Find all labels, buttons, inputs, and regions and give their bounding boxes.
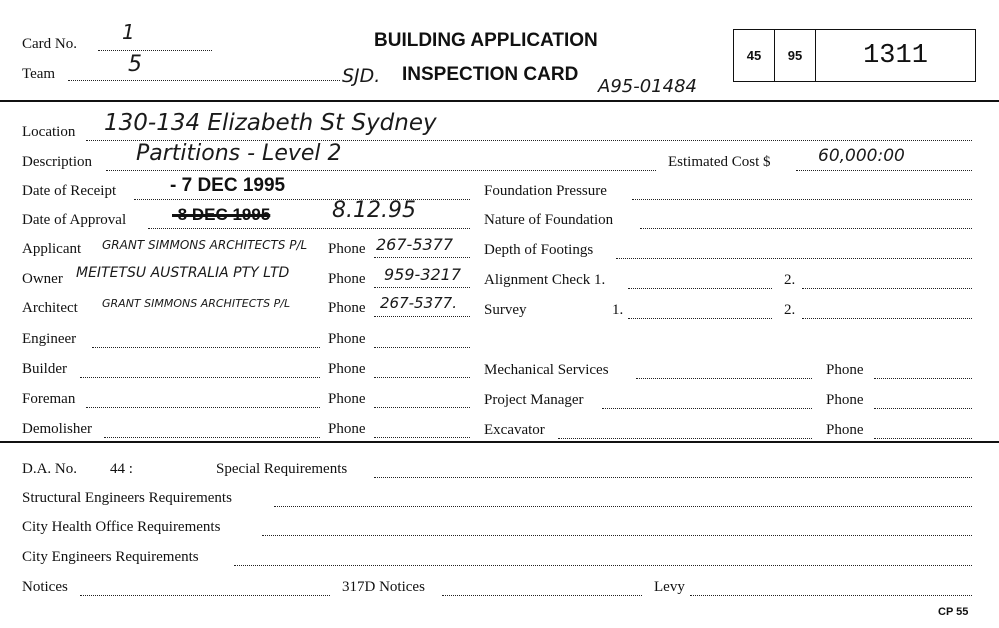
form-code: CP 55 [938,606,969,618]
foreman-label: Foreman [22,391,76,407]
foundation-pressure-label: Foundation Pressure [484,183,607,199]
mechanical-label: Mechanical Services [484,362,609,378]
estimated-cost-value[interactable]: 60,000:00 [818,146,905,166]
notices-317d-line [442,595,642,596]
description-label: Description [22,154,92,170]
depth-footings-label: Depth of Footings [484,242,594,258]
alignment-check-2-line [802,288,972,289]
builder-line [80,377,320,378]
excavator-line [558,438,812,439]
demolisher-phone-label: Phone [328,421,366,437]
card-number-box [733,29,976,82]
box-cell-2: 95 [775,30,816,81]
box-cell-1: 45 [734,30,775,81]
special-requirements-line [374,477,972,478]
applicant-phone-value[interactable]: 267-5377 [376,235,454,254]
date-receipt-stamp[interactable]: - 7 DEC 1995 [170,175,286,196]
description-value[interactable]: Partitions - Level 2 [136,141,342,166]
notices-317d-label: 317D Notices [342,579,425,595]
builder-phone-label: Phone [328,361,366,377]
engineer-label: Engineer [22,331,77,347]
team-initials[interactable]: SJD. [342,65,381,87]
owner-label: Owner [22,271,63,287]
location-value[interactable]: 130-134 Elizabeth St Sydney [104,110,437,136]
mechanical-phone-line [874,378,972,379]
excavator-phone-line [874,438,972,439]
builder-label: Builder [22,361,67,377]
health-requirements-line [262,535,972,536]
survey-2-line [802,318,972,319]
architect-label: Architect [22,300,78,316]
depth-footings-line [616,258,972,259]
da-no-value[interactable]: 44 : [110,461,133,477]
card-no-value[interactable]: 1 [122,20,135,44]
estimated-cost-line [796,170,972,171]
owner-value[interactable]: MEITETSU AUSTRALIA PTY LTD [76,265,290,281]
project-manager-phone-label: Phone [826,392,864,408]
date-receipt-label: Date of Receipt [22,183,117,199]
project-manager-label: Project Manager [484,392,584,408]
demolisher-line [104,437,320,438]
survey-label: Survey [484,302,527,318]
architect-phone-value[interactable]: 267-5377. [380,294,457,312]
date-approval-line [148,228,470,229]
form-subtitle: INSPECTION CARD [402,64,579,85]
team-value[interactable]: 5 [128,52,142,77]
description-line [106,170,656,171]
demolisher-label: Demolisher [22,421,92,437]
engineer-line [92,347,320,348]
architect-phone-label: Phone [328,300,366,316]
applicant-value[interactable]: GRANT SIMMONS ARCHITECTS P/L [102,238,308,252]
survey-1-label: 1. [612,302,624,318]
project-manager-line [602,408,812,409]
structural-requirements-line [274,506,972,507]
foundation-pressure-line [632,199,972,200]
applicant-phone-line [374,257,470,258]
levy-label: Levy [654,579,685,595]
mechanical-phone-label: Phone [826,362,864,378]
form-title: BUILDING APPLICATION [374,30,598,51]
foreman-phone-line [374,407,470,408]
demolisher-phone-line [374,437,470,438]
owner-phone-line [374,287,470,288]
levy-line [690,595,972,596]
excavator-phone-label: Phone [826,422,864,438]
box-cell-number: 1311 [863,40,928,71]
nature-foundation-label: Nature of Foundation [484,212,614,228]
team-label: Team [22,66,56,82]
da-no-label: D.A. No. [22,461,77,477]
date-approval-crossed-stamp: -8 DEC 1995 [172,205,271,224]
health-requirements-label: City Health Office Requirements [22,519,221,535]
notices-label: Notices [22,579,68,595]
engineers-requirements-line [234,565,972,566]
applicant-label: Applicant [22,241,82,257]
card-no-label: Card No. [22,36,77,52]
card-no-line [98,50,212,51]
applicant-phone-label: Phone [328,241,366,257]
excavator-label: Excavator [484,422,545,438]
alignment-check-2-label: 2. [784,272,796,288]
date-receipt-line [134,199,470,200]
alignment-check-label: Alignment Check 1. [484,272,606,288]
section-divider [0,441,999,443]
survey-2-label: 2. [784,302,796,318]
builder-phone-line [374,377,470,378]
special-requirements-label: Special Requirements [216,461,348,477]
architect-phone-line [374,316,470,317]
date-approval-value[interactable]: 8.12.95 [332,198,416,223]
notices-line [80,595,330,596]
nature-foundation-line [640,228,972,229]
team-line [68,80,340,81]
location-label: Location [22,124,76,140]
foreman-line [86,407,320,408]
estimated-cost-label: Estimated Cost $ [668,154,771,170]
engineer-phone-label: Phone [328,331,366,347]
engineers-requirements-label: City Engineers Requirements [22,549,199,565]
survey-1-line [628,318,772,319]
architect-value[interactable]: GRANT SIMMONS ARCHITECTS P/L [102,297,291,310]
mechanical-line [636,378,812,379]
date-approval-label: Date of Approval [22,212,127,228]
structural-requirements-label: Structural Engineers Requirements [22,490,232,506]
engineer-phone-line [374,347,470,348]
header-divider [0,100,999,102]
project-manager-phone-line [874,408,972,409]
alignment-check-1-line [628,288,772,289]
foreman-phone-label: Phone [328,391,366,407]
owner-phone-label: Phone [328,271,366,287]
owner-phone-value[interactable]: 959-3217 [384,265,462,284]
reference-number[interactable]: A95-01484 [598,76,697,97]
